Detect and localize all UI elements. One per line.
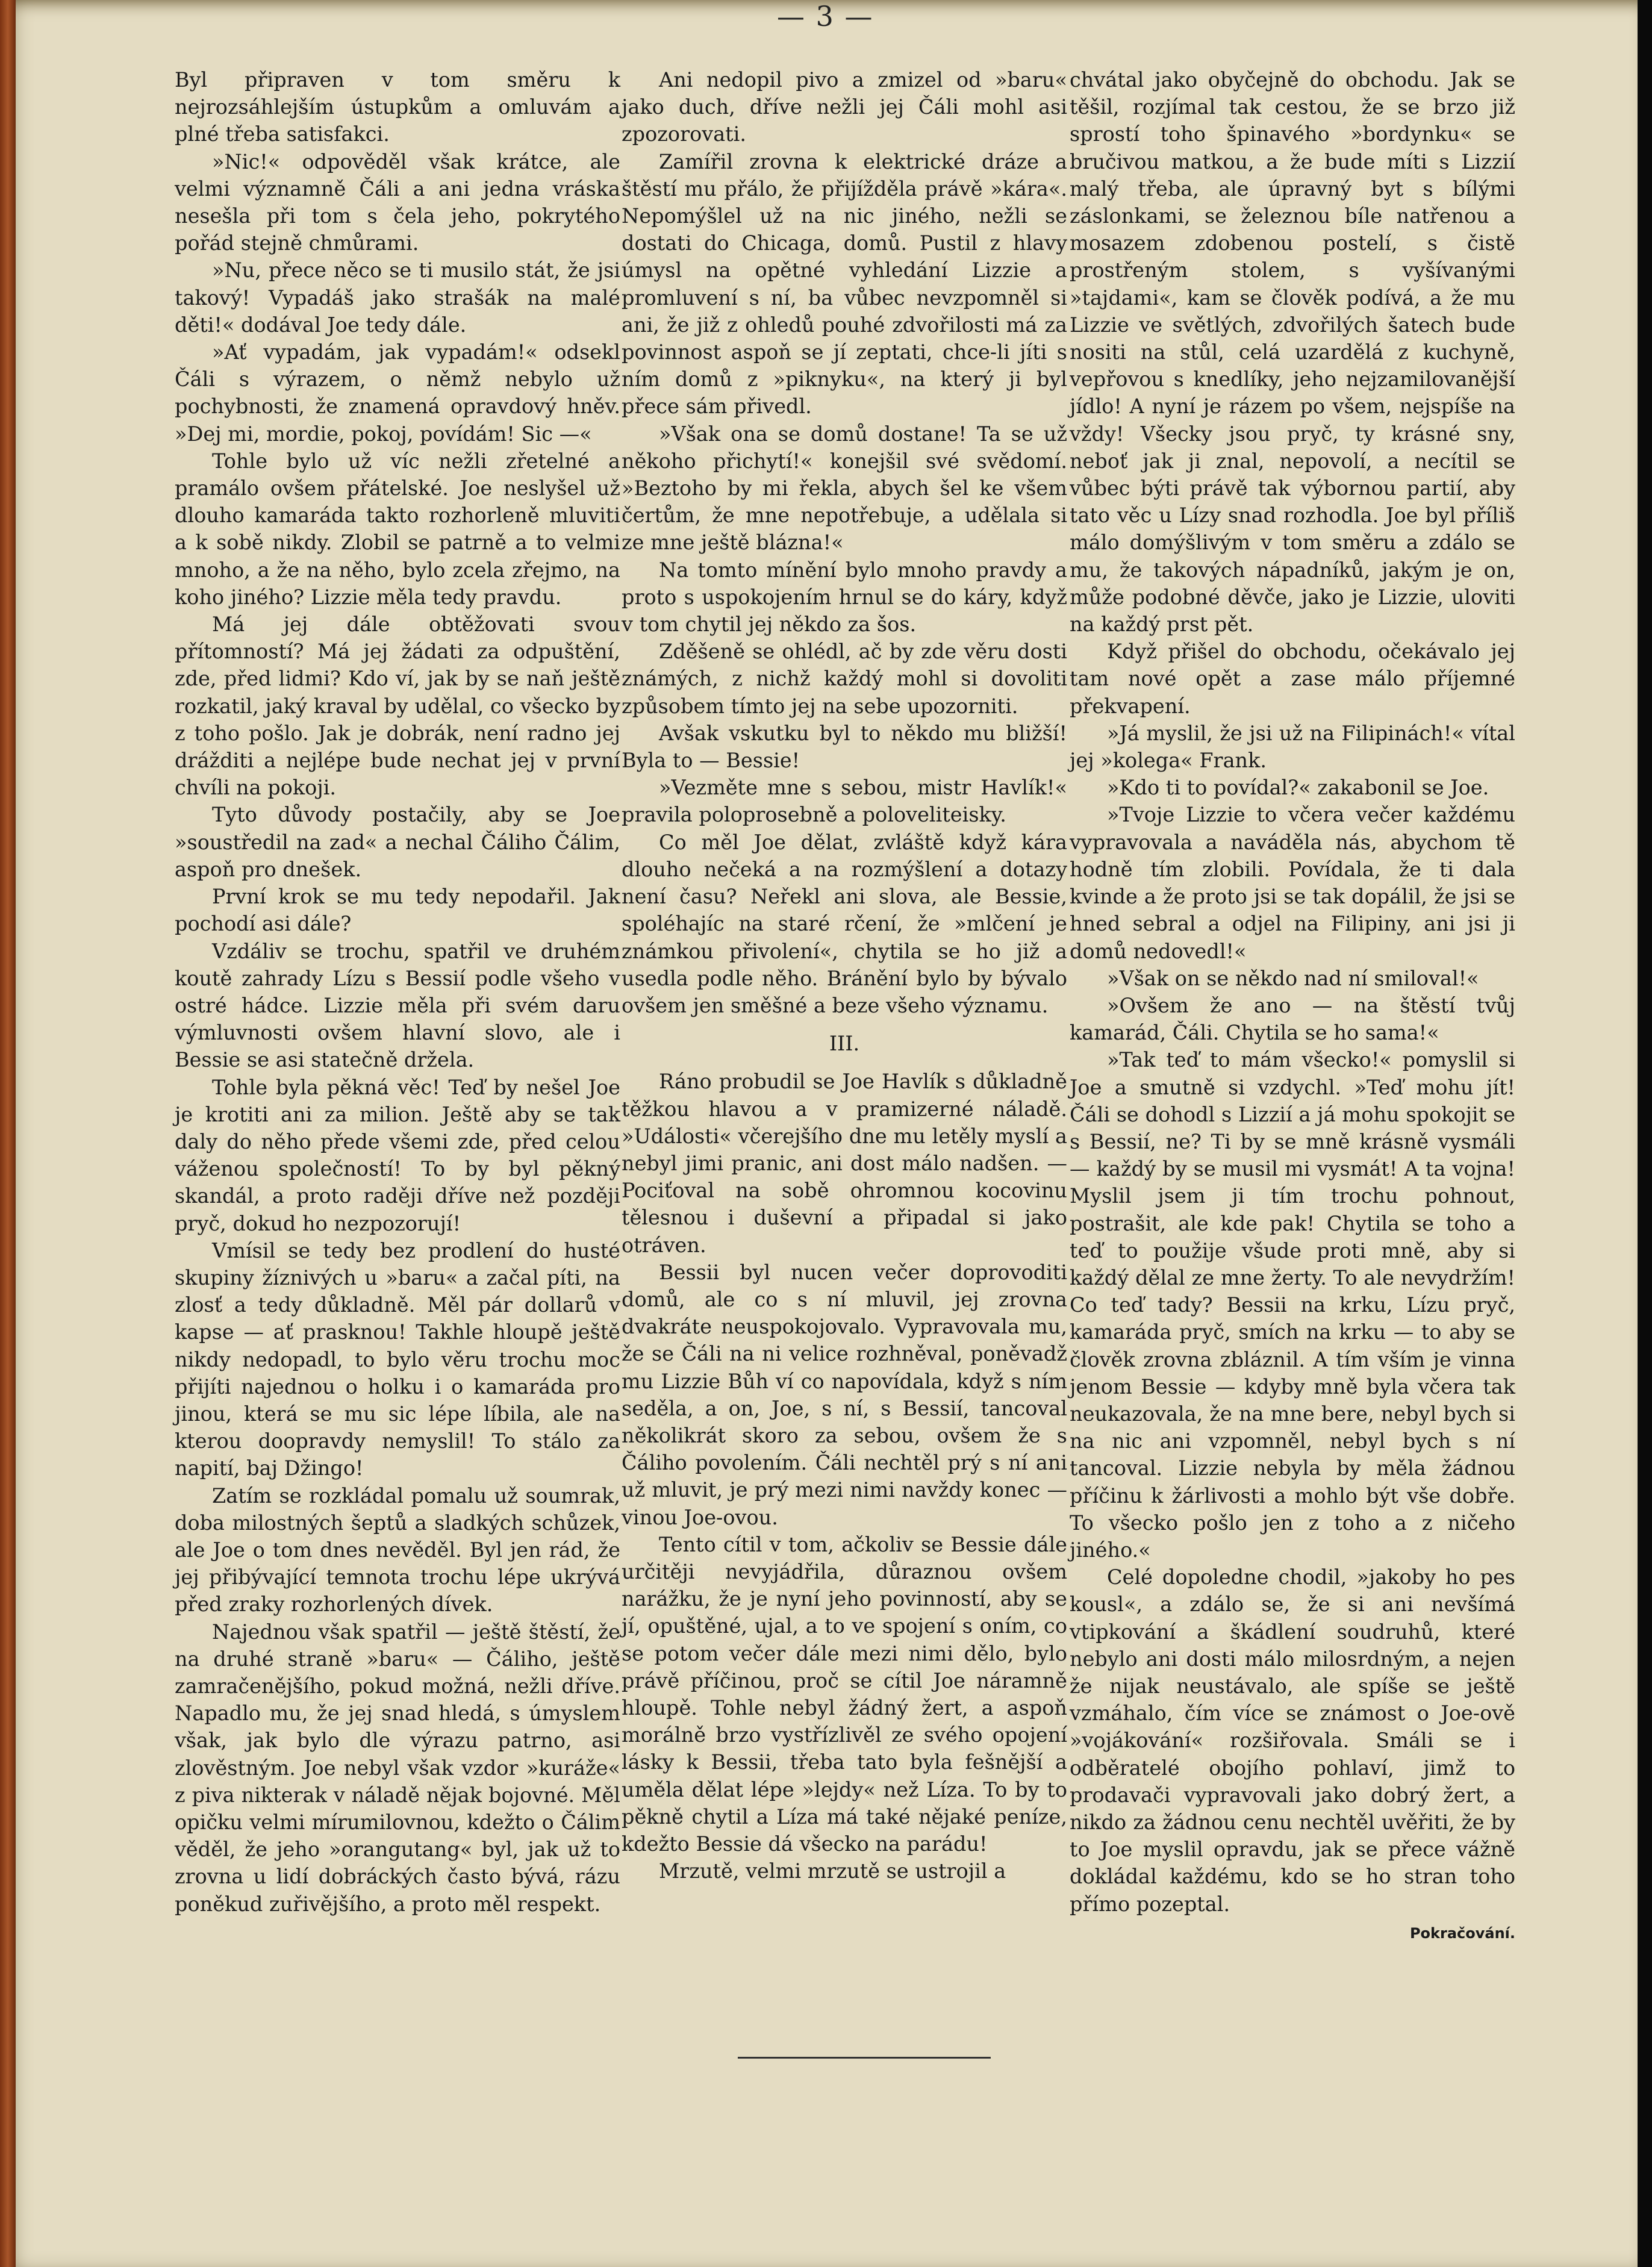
paragraph: »Ať vypadám, jak vypadám!« odsekl Čáli s výrazem, o němž nebylo už pochybnosti, že znamená opravdový hněv. »Dej mi, mordie, pokoj, povídám! Sic —« bbox=[175, 340, 620, 446]
scan-edge bbox=[1638, 0, 1652, 2267]
paragraph: Najednou však spatřil — ještě štěstí, že na druhé straně »baru« — Čáliho, ještě zamračenějšího, pokud možná, nežli dříve. Napadlo mu, že jej snad hledá, s úmyslem však, jak bylo dle výrazu patrno, asi zlověstným. Joe nebyl však vzdor »kuráže« z piva nikterak v náladě nějak bojovné. Měl opičku velmi mírumilovnou, kdežto o Čálim věděl, že jeho »orangutang« byl, jak už to zrovna u lidí dobráckých často bývá, rázu poněkud zuřivějšího, a proto měl respekt. bbox=[175, 1620, 620, 1916]
paragraph: Mrzutě, velmi mrzutě se ustrojil a bbox=[659, 1859, 1006, 1883]
paragraph: Co měl Joe dělat, zvláště když kára dlouho nečeká a na rozmýšlení a dotazy není času? Neřekl ani slova, ale Bessie, spoléhajíc na staré rčení, že »mlčení je známkou přivolení«, chytila se ho již a usedla podle něho. Bránění bylo by bývalo ovšem jen směšné a beze všeho významu. bbox=[622, 830, 1067, 1017]
paragraph: Celé dopoledne chodil, »jakoby ho pes kousl«, a zdálo se, že si ani nevšímá vtipkování a škádlení soudruhů, které nebylo ani dosti málo milosrdným, a nejen že nijak neustávalo, ale spíše se ještě vzmáhalo, čím více se známost o Joe-ově »vojákování« rozšiřovala. Smáli se i odběratelé obojího pohlaví, jimž to prodavači vypravovali jako dobrý žert, a nikdo za žádnou cenu nechtěl uvěřiti, že by to Joe myslil opravdu, jak se přece vážně dokládal každému, kdo se ho stran toho přímo pozeptal. bbox=[1070, 1565, 1515, 1916]
paragraph: Zděšeně se ohlédl, ač by zde věru dosti známých, z nichž každý mohl si dovoliti způsobem tímto jej na sebe upozorniti. bbox=[622, 640, 1067, 718]
paragraph: Tohle bylo už víc nežli zřetelné a pramálo ovšem přátelské. Joe neslyšel už dlouho kamaráda takto rozhorleně mluviti a k sobě nikdy. Zlobil se patrně a to velmi mnoho, a že na něho, bylo zcela zřejmo, na koho jiného? Lizzie měla tedy pravdu. bbox=[175, 449, 620, 609]
paragraph: Na tomto mínění bylo mnoho pravdy a proto s uspokojením hrnul se do káry, když v tom chytil jej někdo za šos. bbox=[622, 558, 1067, 637]
paragraph: »Tvoje Lizzie to včera večer každému vypravovala a naváděla nás, abychom tě hodně tím zlobili. Povídala, že ti dala kvinde a že proto jsi se tak dopálil, že jsi se hned sebral a odjel na Filipiny, ani jsi ji domů nedovedl!« bbox=[1070, 803, 1515, 963]
paragraph: »Vezměte mne s sebou, mistr Havlík!« pravila poloprosebně a poloveliteisky. bbox=[622, 776, 1067, 827]
paragraph: První krok se mu tedy nepodařil. Jak pochodí asi dále? bbox=[175, 885, 620, 936]
text-column-1 bbox=[175, 66, 620, 1918]
paragraph: Bessii byl nucen večer doprovoditi domů, ale co s ní mluvil, jej zrovna dvakráte neuspokojovalo. Vypravovala mu, že se Čáli na ni velice rozhněval, poněvadž mu Lizzie Bůh ví co napovídala, když s ním seděla, a on, Joe, s ní, s Bessií, tancoval několikrát skoro za sebou, ovšem že s Čáliho povolením. Čáli nechtěl prý s ní ani už mluvit, je prý mezi nimi navždy konec — vinou Joe-ovou. bbox=[622, 1260, 1067, 1529]
end-rule bbox=[738, 2057, 991, 2059]
paragraph: Zatím se rozkládal pomalu už soumrak, doba milostných šeptů a sladkých schůzek, ale Joe o tom dnes nevěděl. Byl jen rád, že jej přibývající temnota trochu lépe ukrývá před zraky rozhorlených dívek. bbox=[175, 1483, 620, 1617]
paragraph: Ani nedopil pivo a zmizel od »baru« jako duch, dříve nežli jej Čáli mohl asi zpozorovati. bbox=[622, 68, 1067, 146]
paragraph: »Ovšem že ano — na štěstí tvůj kamarád, Čáli. Chytila se ho sama!« bbox=[1070, 993, 1515, 1045]
paragraph: Tyto důvody postačily, aby se Joe »soustředil na zad« a nechal Čáliho Čálim, aspoň pro dnešek. bbox=[175, 803, 620, 881]
paragraph: Byl připraven v tom směru k nejrozsáhlejším ústupkům a omluvám a plné třeba satisfakci. bbox=[175, 68, 620, 146]
binding-spine bbox=[0, 0, 16, 2267]
text-column-3 bbox=[1070, 66, 1515, 1947]
paragraph: »Nic!« odpověděl však krátce, ale velmi významně Čáli a ani jedna vráska nesešla při tom s čela jeho, pokrytého pořád stejně chmůrami. bbox=[175, 149, 620, 255]
page-number: — 3 — bbox=[777, 0, 874, 33]
paragraph: »Však on se někdo nad ní smiloval!« bbox=[1107, 966, 1479, 990]
paragraph: »Nu, přece něco se ti musilo stát, že jsi takový! Vypadáš jako strašák na malé děti!« dodával Joe tedy dále. bbox=[175, 258, 620, 337]
paragraph: »Tak teď to mám všecko!« pomyslil si Joe a smutně si vzdychl. »Teď mohu jít! Čáli se dohodl s Lizzií a já mohu spokojit se s Bessií, ne? Ti by se mně krásně vysmáli — každý by se musil mi vysmát! A ta vojna! Myslil jsem ji tím trochu pohnout, postrašit, ale kde pak! Chytila se toho a teď to použije všude proti mně, aby si každý dělal ze mne žerty. To ale nevydržím! Co teď tady? Bessii na krku, Lízu pryč, kamaráda pryč, smích na krku — to aby se člověk zrovna zbláznil. A tím vším je vinna jenom Bessie — kdyby mně byla včera tak neukazovala, že na mne bere, nebyl bych si na nic ani vzpomněl, nebyl bych s ní tancoval. Lizzie nebyla by měla žádnou příčinu k žárlivosti a mohlo být vše dobře. To všecko pošlo jen z toho a z ničeho jiného.« bbox=[1070, 1048, 1515, 1562]
continued-note: Pokračování. bbox=[1409, 1924, 1515, 1942]
paragraph: Když přišel do obchodu, očekávalo jej tam nové opět a zase málo příjemné překvapení. bbox=[1070, 640, 1515, 718]
paragraph: Vmísil se tedy bez prodlení do husté skupiny žíznivých u »baru« a začal píti, na zlosť a tedy důkladně. Měl pár dollarů v kapse — ať prasknou! Takhle hloupě ještě nikdy nedopadl, to bylo věru trochu moc přijíti najednou o holku i o kamaráda pro jinou, která se mu sic lépe líbila, ale na kterou doopravdy nemyslil! To stálo za napití, baj Džingo! bbox=[175, 1238, 620, 1480]
paragraph: »Kdo ti to povídal?« zakabonil se Joe. bbox=[1107, 776, 1489, 800]
paragraph: Zamířil zrovna k elektrické dráze a štěstí mu přálo, že přijížděla právě »kára«. Nepomýšlel už na nic jiného, nežli se dostati do Chicaga, domů. Pustil z hlavy úmysl na opětné vyhledání Lizzie a promluvení s ní, ba vůbec nevzpomněl si ani, že již z ohledů pouhé zdvořilosti má za povinnost aspoň se jí zeptati, chce-li jíti s ním domů z »piknyku«, na který ji byl přece sám přivedl. bbox=[622, 149, 1067, 419]
text-column-2 bbox=[622, 66, 1067, 1885]
paragraph: Tohle byla pěkná věc! Teď by nešel Joe je krotiti ani za milion. Ještě aby se tak daly do něho přede všemi zde, před celou váženou společností! To by byl pěkný skandál, a proto raději dříve než později pryč, dokud ho nezpozorují! bbox=[175, 1075, 620, 1235]
paragraph: Ráno probudil se Joe Havlík s důkladně těžkou hlavou a v pramizerné náladě. »Události« včerejšího dne mu letěly myslí a nebyl jimi pranic, ani dost málo nadšen. — Pociťoval na sobě ohromnou kocovinu tělesnou i duševní a připadal si jako otráven. bbox=[622, 1070, 1067, 1257]
paragraph: Tento cítil v tom, ačkoliv se Bessie dále určitěji nevyjádřila, důraznou ovšem narážku, že je nyní jeho povinností, aby se jí, opuštěné, ujal, a to ve spojení s oním, co se potom večer dále mezi nimi dělo, bylo právě příčinou, proč se cítil Joe náramně hloupě. Tohle nebyl žádný žert, a aspoň morálně brzo vystřízlivěl ze svého opojení lásky k Bessii, třeba tato byla fešnější a uměla dělat lépe »lejdy« než Líza. To by to pěkně chytil a Líza má také nějaké peníze, kdežto Bessie dá všecko na parádu! bbox=[622, 1532, 1067, 1856]
paragraph: chvátal jako obyčejně do obchodu. Jak se těšil, rozjímal tak cestou, že se brzo již sprostí toho špinavého »bordynku« se bručivou matkou, a že bude míti s Lizzií malý třeba, ale úpravný byt s bílými záslonkami, se železnou bíle natřenou a mosazem zdobenou postelí, s čistě prostřeným stolem, s vyšívanými »tajdami«, kam se člověk podívá, a že mu Lizzie ve světlých, zdvořilých šatech bude nositi na stůl, celá uzardělá z kuchyně, vepřovou s knedlíky, jeho nejzamilovanější jídlo! A nyní je rázem po všem, nejspíše na vždy! Všecky jsou pryč, ty krásné sny, neboť jak ji znal, nepovolí, a necítil se vůbec býti právě tak výbornou partií, aby tato věc u Lízy snad rozhodla. Joe byl příliš málo domýšlivým v tom směru a zdálo se mu, že takových nápadníků, jakým je on, může podobné děvče, jako je Lizzie, uloviti na každý prst pět. bbox=[1070, 68, 1515, 637]
paragraph: »Však ona se domů dostane! Ta se už někoho přichytí!« konejšil své svědomí. »Beztoho by mi řekla, abych šel ke všem čertům, že mne nepotřebuje, a udělala si ze mne ještě blázna!« bbox=[622, 422, 1067, 555]
chapter-heading: III. bbox=[829, 1032, 860, 1056]
paragraph: »Já myslil, že jsi už na Filipinách!« vítal jej »kolega« Frank. bbox=[1070, 721, 1515, 773]
paragraph: Avšak vskutku byl to někdo mu bližší! Byla to — Bessie! bbox=[622, 721, 1067, 773]
paragraph: Má jej dále obtěžovati svou přítomností? Má jej žádati za odpuštění, zde, před lidmi? Kdo ví, jak by se naň ještě rozkatil, jaký kraval by udělal, co všecko by z toho pošlo. Jak je dobrák, není radno jej drážditi a nejlépe bude nechat jej v první chvíli na pokoji. bbox=[175, 613, 620, 800]
paragraph: Vzdáliv se trochu, spatřil ve druhém koutě zahrady Lízu s Bessií podle všeho v ostré hádce. Lizzie měla při svém daru výmluvnosti ovšem hlavní slovo, ale i Bessie se asi statečně držela. bbox=[175, 939, 620, 1072]
